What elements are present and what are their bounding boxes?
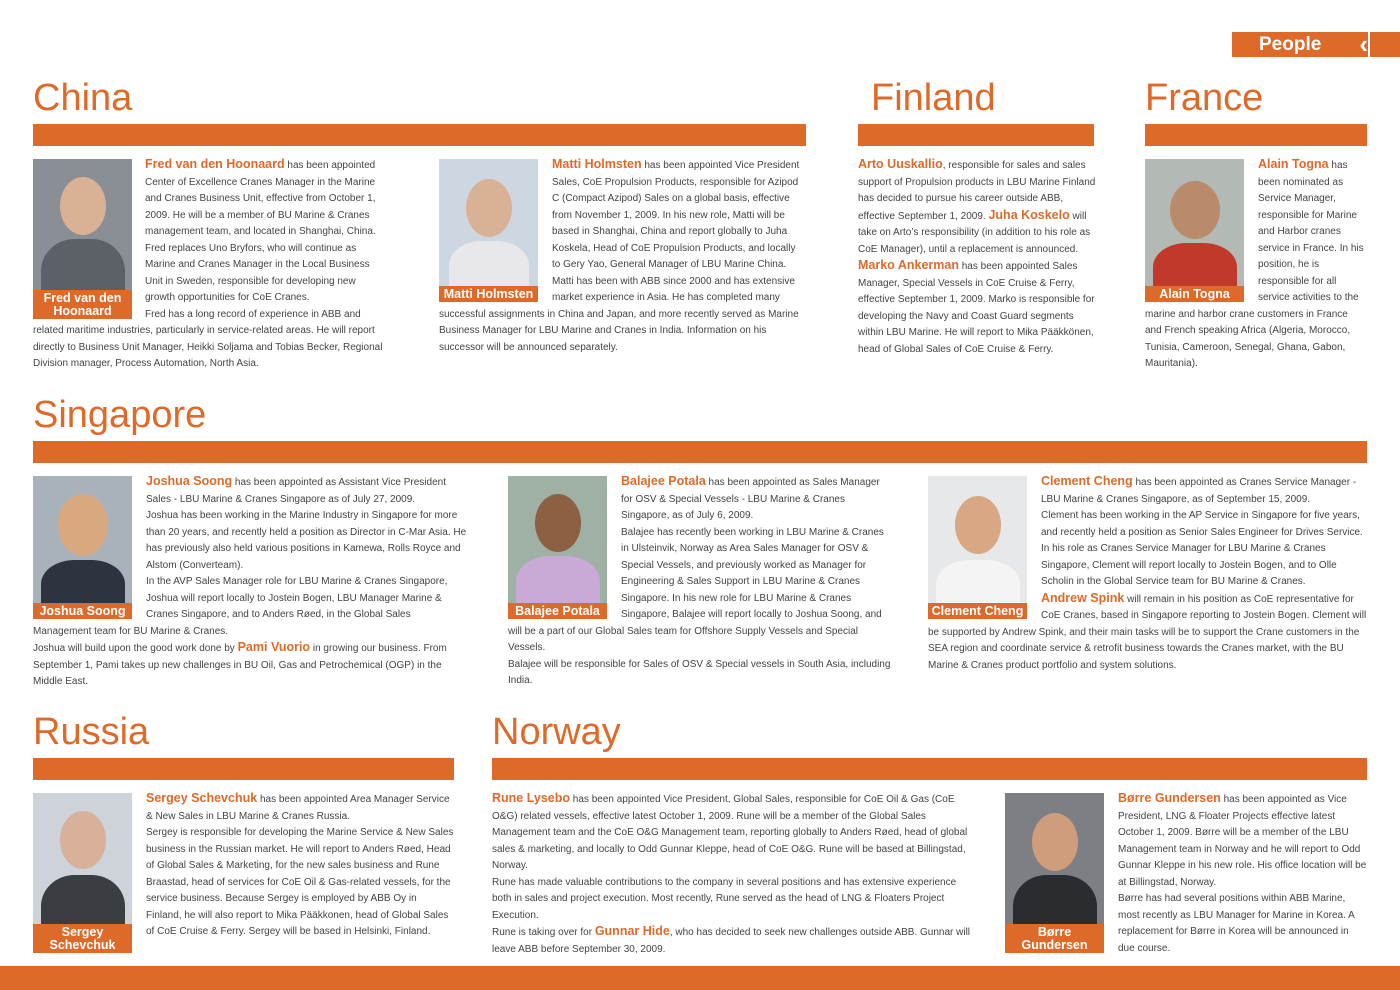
profile-text: Balajee will be responsible for Sales of OSV & Special vessels in South Asia, including India. (508, 658, 891, 686)
portrait-photo (33, 159, 132, 319)
photo-caption: Matti Holmsten (439, 286, 538, 302)
profile-text: will remain in his position as CoE representative for CoE Cranes, based in Singapore reporting to Jostein Bogen. Clement will be supported by Andrew Spink, and their main tasks will be to support the Crane customers in the SEA region and coordinate service & retrofit business towards the Cranes market, with the BU Marine & Cranes product portfolio and system solutions. (928, 593, 1367, 671)
person-name: Fred van den Hoonaard (145, 157, 285, 171)
profile-text: Joshua will build upon the good work done by (33, 643, 238, 654)
portrait-photo (33, 476, 132, 619)
divider-bar-france (1145, 124, 1367, 146)
profile-text: In the AVP Sales Manager role for LBU Marine & Cranes Singapore, Joshua will report locally to Jostein Bogen, LBU Manager Marine & Cranes Singapore, and to Anders Røed, in the Global Sales Management team for BU Marine & Cranes. (33, 576, 448, 637)
profile-balajee-potala (508, 474, 893, 690)
profile-borre-gundersen (1005, 791, 1367, 957)
person-name: Børre Gundersen (1118, 791, 1221, 805)
profile-joshua-soong (33, 474, 469, 691)
region-title-finland: Finland (871, 77, 996, 119)
profile-text: in growing our business. From September 1, Pami takes up new challenges in BU Oil, Gas and Petrochemical (OGP) in the Middle East. (33, 643, 447, 687)
profile-text: has been appointed Area Manager Service & New Sales in LBU Marine & Cranes Russia. (146, 794, 450, 822)
person-name-juha-koskelo: Juha Koskelo (988, 207, 1070, 222)
region-title-russia: Russia (33, 711, 150, 753)
profile-alain-togna (1145, 157, 1367, 373)
profile-text: has been appointed Vice President Sales, CoE Propulsion Products, responsible for Azipod C (Compact Azipod) Sales on a global basis, effective from November 1, 2009. In his new role, Matti will be based in Shanghai, China and report globally to Juha Koskela, Head of CoE Propulsion Products, and locally to Gery Yao, General Manager of LBU Marine China. (552, 160, 800, 270)
divider-bar-china (33, 124, 806, 146)
profile-text: Joshua has been working in the Marine Industry in Singapore for more than 20 years, and recently held a position as Director in C-Mar Asia. He has previously also held various positions in Kamewa, Rolls Royce and Alstom (Converteam). (146, 510, 467, 571)
photo-caption: Alain Togna (1145, 286, 1244, 302)
person-name: Balajee Potala (621, 474, 706, 488)
chevron-left-icon: ‹ (1359, 29, 1368, 59)
photo-caption: Sergey Schevchuk (33, 924, 132, 953)
divider-bar-finland (858, 124, 1094, 146)
profile-text: Sergey is responsible for developing the Marine Service & New Sales business in the Russian market. He will report to Anders Røed, Head of Global Sales & Marketing, for the new sales business and Rune Braastad, head of services for CoE Oil & Gas-related vessels, for the service business. Because Sergey is employed by ABB Oy in Finland, he will also report to Mika Pääkkonen, head of Global Sales of CoE Cruise & Ferry. Sergey will be based in Helsinki, Finland. (146, 827, 454, 937)
portrait-photo (1145, 159, 1244, 302)
region-title-norway: Norway (492, 711, 621, 753)
profile-matti-holmsten (439, 157, 806, 356)
profile-fred-van-den-hoonaard (33, 157, 385, 373)
profile-text: has been appointed as Cranes Service Manager - LBU Marine & Cranes Singapore, as of September 15, 2009. (1041, 477, 1357, 505)
profile-sergey-schevchuk (33, 791, 454, 955)
person-name: Arto Uuskallio (858, 157, 943, 171)
profile-text: has been nominated as Service Manager, responsible for Marine and Harbor cranes service in France. In his position, he is responsible for all service activities to the marine and harbor crane customers in France and French speaking Africa (Algeria, Morocco, Tunisia, Cameroon, Senegal, Ghana, Gabon, Mauritania). (1145, 160, 1364, 369)
person-name: Clement Cheng (1041, 474, 1133, 488)
person-name-gunnar-hide: Gunnar Hide (594, 924, 670, 938)
person-name: Alain Togna (1258, 157, 1329, 171)
photo-caption: Balajee Potala (508, 603, 607, 619)
region-title-china: China (33, 77, 133, 119)
portrait-photo (1005, 793, 1104, 953)
profile-text: has been appointed as Vice President, LNG & Floater Projects effective latest October 1, 2009. Børre will be a member of the LBU Management team in Norway and he will report to Odd Gunnar Kleppe in his new role. His office location will be at Billingstad, Norway. (1118, 794, 1367, 888)
profile-text: Matti has been with ABB since 2000 and has extensive market experience in Asia. He has completed many successful assignments in China and Japan, and more recently served as Marine Business Manager for LBU Marine and Cranes in India. Information on his successor will be announced separately. (439, 275, 799, 353)
profile-text: , who has decided to seek new challenges outside ABB. Gunnar will leave ABB before September 30, 2009. (492, 927, 971, 955)
person-name: Rune Lysebo (492, 791, 571, 805)
photo-caption: Clement Cheng (928, 603, 1027, 619)
photo-caption: Børre Gundersen (1005, 924, 1104, 953)
divider-bar-singapore (33, 441, 1367, 463)
profile-text: has been appointed Center of Excellence Cranes Manager in the Marine and Cranes Business Unit, effective from October 1, 2009. He will be a member of BU Marine & Cranes management team, and located in Shanghai, China. Fred replaces Uno Bryfors, who will continue as Marine and Cranes Manager in the Local Business Unit in Sweden, responsible for developing new growth opportunities for CoE Cranes. (145, 160, 376, 303)
profile-text: Rune has made valuable contributions to the company in several positions and has extensive experience both in sales and project execution. Most recently, Rune served as the head of LNG & Floaters Project Execution. (492, 876, 957, 921)
person-name-pami-vuorio: Pami Vuorio (237, 640, 311, 654)
profile-text: In his role as Cranes Service Manager for LBU Marine & Cranes Singapore, Clement will report locally to Jostein Bogen, and to Olle Scholin in the Global Service team for BU Marine & Cranes. (1041, 543, 1337, 587)
section-tab-people (1232, 29, 1400, 59)
profile-text: has been appointed Sales Manager, Special Vessels in CoE Cruise & Ferry, effective September 1, 2009. Marko is responsible for developing the Navy and Coast Guard segments within LBU Marine. He will report to Mika Pääkkönen, head of Global Sales of CoE Cruise & Ferry. (858, 261, 1095, 355)
profile-text: has been appointed as Sales Manager for OSV & Special Vessels - LBU Marine & Cranes Singapore, as of July 6, 2009. (621, 477, 880, 521)
photo-caption: Joshua Soong (33, 603, 132, 619)
person-name-andrew-spink: Andrew Spink (1041, 590, 1125, 605)
profile-text: Rune is taking over for (492, 927, 595, 938)
profile-text: , responsible for sales and sales support of Propulsion products in LBU Marine Finland has decided to pursue his career outside ABB, effective September 1, 2009. (858, 160, 1096, 222)
profile-arto-uuskallio (858, 157, 1098, 358)
region-title-france: France (1145, 77, 1264, 119)
tab-stripe (1368, 32, 1400, 57)
person-name: Joshua Soong (146, 474, 233, 488)
person-name: Matti Holmsten (552, 157, 642, 171)
profile-clement-cheng (928, 474, 1367, 674)
portrait-photo (33, 793, 132, 953)
person-name-marko-ankerman: Marko Ankerman (858, 258, 959, 272)
profile-rune-lysebo (492, 791, 974, 958)
portrait-photo (439, 159, 538, 302)
profile-text: Balajee has recently been working in LBU Marine & Cranes in Ulsteinvik, Norway as Area Sales Manager for OSV & Special Vessels, and previously worked as Manager for Engineering & Sales Support in LBU Marine & Cranes Singapore. In his new role for LBU Marine & Cranes Singapore, Balajee will report locally to Joshua Soong, and will be a part of our Global Sales team for Offshore Supply Vessels and Special Vessels. (508, 526, 884, 653)
profile-text: Børre has had several positions within ABB Marine, most recently as LBU Manager for Marine in Korea. A replacement for Børre in Korea will be announced in due course. (1118, 893, 1355, 954)
section-tab-label: People (1259, 34, 1322, 55)
profile-text: Fred has a long record of experience in ABB and related maritime industries, particularly in service-related areas. He will report directly to Business Unit Manager, Heikki Soljama and Tobias Becker, Regional Division manager, Process Automation, North Asia. (33, 308, 383, 369)
person-name: Sergey Schevchuk (146, 791, 258, 805)
divider-bar-russia (33, 758, 454, 780)
portrait-photo (928, 476, 1027, 619)
profile-text: has been appointed as Assistant Vice President Sales - LBU Marine & Cranes Singapore as of July 27, 2009. (146, 477, 446, 505)
profile-text: has been appointed Vice President, Global Sales, responsible for CoE Oil & Gas (CoE O&G) related vessels, effective latest October 1, 2009. Rune will be a member of the Global Sales Management team and the CoE O&G Management team, reporting globally to Anders Røed, head of global sales & marketing, and locally to Odd Gunnar Kleppe, head of CoE O&G. Rune will be based at Billingstad, Norway. (492, 794, 968, 871)
footer-bar (0, 966, 1400, 990)
profile-text: will take on Arto’s responsibility (in addition to his role as CoE Manager), until a replacement is announced. (858, 210, 1091, 255)
divider-bar-norway (492, 758, 1367, 780)
photo-caption: Fred van den Hoonaard (33, 290, 132, 319)
profile-text: Clement has been working in the AP Service in Singapore for five years, and recently held a position as Senior Sales Engineer for Drives Service. (1041, 510, 1363, 538)
region-title-singapore: Singapore (33, 394, 207, 436)
portrait-photo (508, 476, 607, 619)
